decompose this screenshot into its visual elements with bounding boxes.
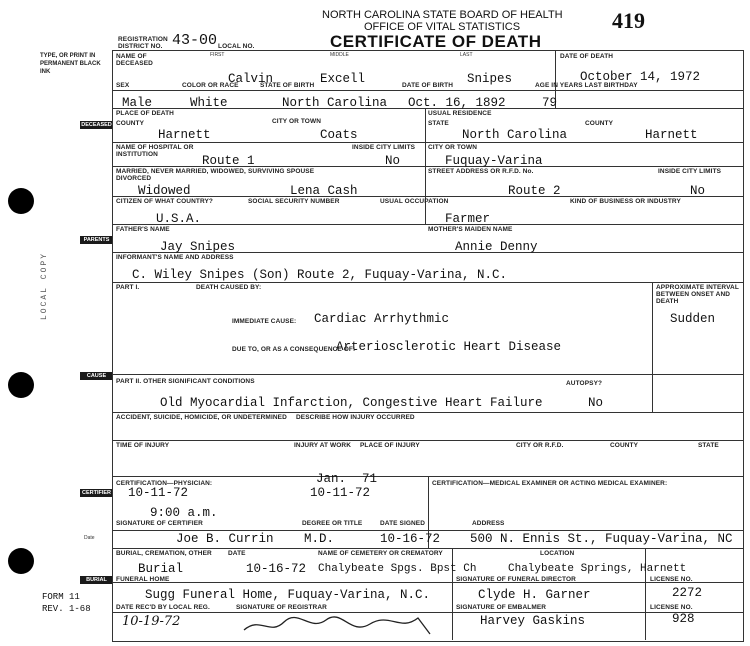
res-county-value: Harnett — [645, 128, 698, 142]
name-label: NAME OF DECEASED — [116, 53, 153, 67]
location-label: LOCATION — [540, 550, 575, 557]
occurred-time: 9:00 a.m. — [150, 506, 218, 520]
local-copy-stamp: LOCAL COPY — [40, 251, 49, 320]
punch-hole — [8, 372, 34, 398]
part1-label: PART I. — [116, 284, 140, 291]
age-label: AGE IN YEARS LAST BIRTHDAY — [535, 82, 638, 89]
punch-hole — [8, 188, 34, 214]
residence-label: USUAL RESIDENCE — [428, 110, 492, 117]
interval-value: Sudden — [670, 312, 716, 326]
other-conditions: Old Myocardial Infarction, Congestive Heart Failure — [160, 396, 543, 410]
band-certifier: CERTIFIER — [81, 490, 112, 496]
describe-label: DESCRIBE HOW INJURY OCCURRED — [296, 414, 415, 421]
form-number: FORM 11 — [42, 592, 80, 602]
band-parents: PARENTS — [80, 236, 113, 244]
ink-note: TYPE, OR PRINT IN PERMANENT BLACK INK — [40, 53, 101, 75]
band-cause: CAUSE — [80, 372, 113, 380]
time-injury-label: TIME OF INJURY — [116, 442, 170, 449]
at-work-label: INJURY AT WORK — [294, 442, 352, 449]
punch-hole — [8, 548, 34, 574]
hospital-value: Route 1 — [202, 154, 255, 168]
registration-number: 43-00 — [172, 32, 218, 49]
marital-value: Widowed — [138, 184, 191, 198]
last-name: Snipes — [467, 72, 513, 86]
attended-from-date: 10-11-72 — [128, 486, 189, 500]
res-street-label: STREET ADDRESS OR R.F.D. No. — [428, 168, 534, 175]
father-label: FATHER'S NAME — [116, 226, 170, 233]
rec-date-label: DATE REC'D BY LOCAL REG. — [116, 604, 210, 611]
mother-value: Annie Denny — [455, 240, 538, 254]
band-burial: BURIAL — [80, 576, 113, 584]
res-county-label: COUNTY — [585, 120, 614, 127]
city-value: Coats — [320, 128, 358, 142]
cemetery-value: Chalybeate Spgs. Bpst Ch — [318, 563, 477, 575]
cemetery-label: NAME OF CEMETERY OR CREMATORY — [318, 550, 443, 557]
burial-date-value: 10-16-72 — [246, 562, 307, 576]
dob-label: DATE OF BIRTH — [402, 82, 454, 89]
registration-label: REGISTRATION DISTRICT NO. — [118, 36, 168, 50]
certifier-name: Joe B. Currin — [176, 532, 274, 546]
ssn-label: SOCIAL SECURITY NUMBER — [248, 198, 340, 205]
citizen-label: CITIZEN OF WHAT COUNTRY? — [116, 198, 213, 205]
res-city-value: Fuquay-Varina — [445, 154, 543, 168]
disposition-value: Burial — [138, 562, 184, 576]
autopsy-value: No — [588, 396, 604, 410]
burial-date-label: DATE — [228, 550, 246, 557]
disposition-label: BURIAL, CREMATION, OTHER — [116, 550, 212, 557]
res-city-label: CITY OR TOWN — [428, 144, 477, 151]
physician-label: CERTIFICATION—PHYSICIAN: — [116, 480, 213, 487]
place-injury-label: PLACE OF INJURY — [360, 442, 420, 449]
city-rfd-label: CITY OR R.F.D. — [516, 442, 564, 449]
date-of-death-label: DATE OF DEATH — [560, 53, 614, 60]
location-value: Chalybeate Springs, Harnett — [508, 563, 687, 575]
state-of-birth-value: North Carolina — [282, 96, 388, 110]
hospital-label: NAME OF HOSPITAL OR INSTITUTION — [116, 144, 194, 158]
spouse-label: SURVIVING SPOUSE — [248, 168, 315, 175]
due-to-cause: Arteriosclerotic Heart Disease — [336, 340, 562, 354]
office-title: OFFICE OF VITAL STATISTICS — [364, 21, 521, 33]
due-to-label: DUE TO, OR AS A CONSEQUENCE OF: — [232, 346, 356, 353]
certificate-title: CERTIFICATE OF DEATH — [330, 32, 542, 51]
res-state-value: North Carolina — [462, 128, 568, 142]
age-value: 79 — [542, 96, 558, 110]
informant-label: INFORMANT'S NAME AND ADDRESS — [116, 254, 234, 261]
license1-label: LICENSE NO. — [650, 576, 693, 583]
father-value: Jay Snipes — [160, 240, 236, 254]
director-label: SIGNATURE OF FUNERAL DIRECTOR — [456, 576, 576, 583]
rec-date-value: 10-19-72 — [122, 614, 181, 629]
registrar-label: SIGNATURE OF REGISTRAR — [236, 604, 327, 611]
form-revision: REV. 1-68 — [42, 604, 91, 614]
date-signed-label: DATE SIGNED — [380, 520, 426, 527]
director-value: Clyde H. Garner — [478, 588, 591, 602]
date-of-death: October 14, 1972 — [580, 70, 701, 84]
accident-label: ACCIDENT, SUICIDE, HOMICIDE, OR UNDETERMINED — [116, 414, 287, 421]
mother-label: MOTHER'S MAIDEN NAME — [428, 226, 513, 233]
registrar-signature — [240, 612, 440, 638]
occupation-value: Farmer — [445, 212, 491, 226]
dob-value: Oct. 16, 1892 — [408, 96, 506, 110]
license2-value: 928 — [672, 612, 695, 626]
sex-label: SEX — [116, 82, 130, 89]
death-caused-by-label: DEATH CAUSED BY: — [196, 284, 262, 291]
state-board-title: NORTH CAROLINA STATE BOARD OF HEALTH — [322, 9, 563, 21]
attended-from: Jan. — [316, 472, 347, 486]
res-street-value: Route 2 — [508, 184, 561, 198]
race-label: COLOR OR RACE — [182, 82, 239, 89]
embalmer-value: Harvey Gaskins — [480, 614, 586, 628]
date-signed-value: 10-16-72 — [380, 532, 441, 546]
inside-city-value: No — [385, 154, 401, 168]
res-inside-city-label: INSIDE CITY LIMITS — [658, 168, 722, 175]
spouse-value: Lena Cash — [290, 184, 358, 198]
license2-label: LICENSE NO. — [650, 604, 693, 611]
license1-value: 2272 — [672, 586, 703, 600]
degree-label: DEGREE OR TITLE — [302, 520, 363, 527]
race-value: White — [190, 96, 228, 110]
res-inside-city-value: No — [690, 184, 706, 198]
sex-value: Male — [122, 96, 153, 110]
last-label: LAST — [460, 52, 473, 58]
attended-from-year: 71 — [362, 472, 378, 486]
degree-value: M.D. — [304, 532, 335, 546]
band-deceased: DECEASED — [81, 122, 112, 128]
city-label: CITY OR TOWN — [272, 118, 321, 125]
immediate-label: IMMEDIATE CAUSE: — [232, 318, 297, 325]
res-state-label: STATE — [428, 120, 449, 127]
certificate-number: 419 — [612, 8, 645, 33]
first-label: FIRST — [210, 52, 225, 58]
middle-label: MIDDLE — [330, 52, 349, 58]
medical-examiner-label: CERTIFICATION—MEDICAL EXAMINER OR ACTING MEDICAL EXAMINER: — [432, 480, 668, 487]
first-name: Calvin — [228, 72, 274, 86]
funeral-home-value: Sugg Funeral Home, Fuquay-Varina, N.C. — [145, 588, 431, 602]
informant-value: C. Wiley Snipes (Son) Route 2, Fuquay-Varina, N.C. — [132, 268, 508, 282]
immediate-cause: Cardiac Arrhythmic — [314, 312, 450, 326]
attended-to-date: 10-11-72 — [310, 486, 371, 500]
marital-label: MARRIED, NEVER MARRIED, WIDOWED, DIVORCED — [116, 168, 246, 182]
autopsy-label: AUTOPSY? — [566, 380, 603, 387]
middle-name: Excell — [320, 72, 366, 86]
inside-city-label: INSIDE CITY LIMITS — [352, 144, 416, 151]
occupation-label: USUAL OCCUPATION — [380, 198, 449, 205]
citizen-value: U.S.A. — [156, 212, 202, 226]
certifier-address: 500 N. Ennis St., Fuquay-Varina, NC — [470, 532, 733, 546]
interval-label: APPROXIMATE INTERVAL BETWEEN ONSET AND DEATH — [656, 284, 739, 305]
local-no-label: LOCAL NO. — [218, 43, 255, 50]
county-value: Harnett — [158, 128, 211, 142]
county-injury-label: COUNTY — [610, 442, 639, 449]
address-label: ADDRESS — [472, 520, 505, 527]
embalmer-label: SIGNATURE OF EMBALMER — [456, 604, 547, 611]
county-label: COUNTY — [116, 120, 145, 127]
signature-certifier-label: SIGNATURE OF CERTIFIER — [116, 520, 203, 527]
funeral-home-label: FUNERAL HOME — [116, 576, 170, 583]
state-of-birth-label: STATE OF BIRTH — [260, 82, 315, 89]
part2-label: PART II. OTHER SIGNIFICANT CONDITIONS — [116, 378, 255, 385]
state-injury-label: STATE — [698, 442, 719, 449]
date-note: Date — [84, 535, 95, 541]
place-of-death-label: PLACE OF DEATH — [116, 110, 174, 117]
business-label: KIND OF BUSINESS OR INDUSTRY — [570, 198, 681, 205]
